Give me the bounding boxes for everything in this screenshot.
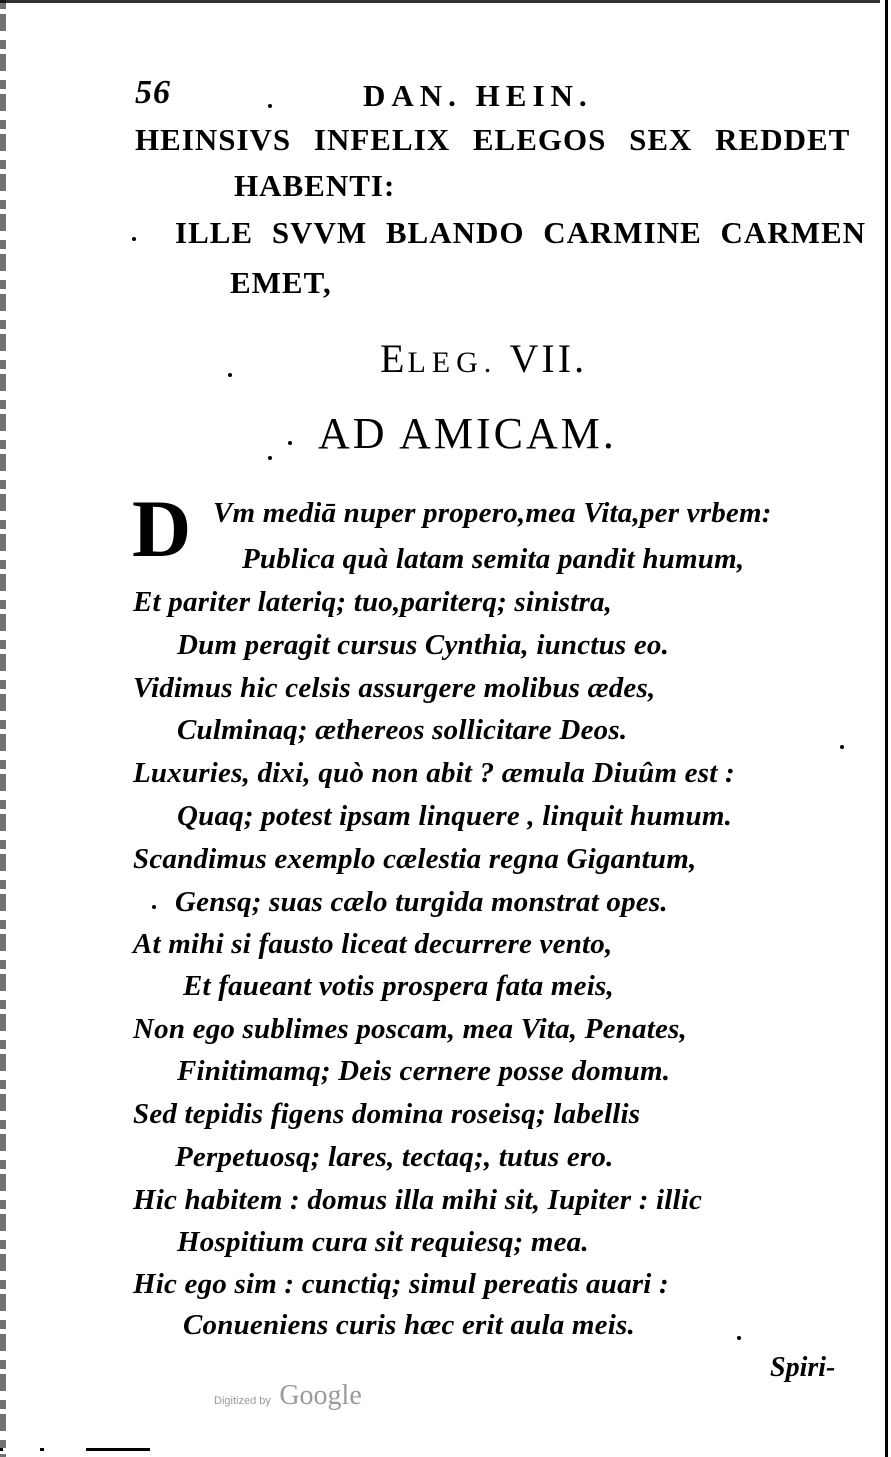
ink-speck <box>288 441 292 445</box>
verse-line: Hospitium cura sit requiesq; mea. <box>177 1226 589 1258</box>
verse-line: Publica quà latam semita pandit humum, <box>242 543 745 575</box>
verse-line: Gensq; suas cælo turgida monstrat opes. <box>175 886 668 918</box>
verse-line: Vidimus hic celsis assurgere molibus ædes, <box>133 672 656 704</box>
verse-line: At mihi si fausto liceat decurrere vento, <box>133 928 613 960</box>
epigraph-line-1: HEINSIVS INFELIX ELEGOS SEX REDDET <box>135 122 851 157</box>
catchword: Spiri- <box>770 1352 836 1383</box>
ink-speck <box>132 237 136 241</box>
verse-line: Conueniens curis hæc erit aula meis. <box>183 1309 635 1341</box>
verse-line: Scandimus exemplo cælestia regna Gigantum, <box>133 843 697 875</box>
verse-line: Culminaq; æthereos sollicitare Deos. <box>177 714 628 746</box>
verse-line: Hic ego sim : cunctiq; simul pereatis auari : <box>133 1268 669 1300</box>
top-edge <box>0 0 880 3</box>
ink-speck <box>268 104 272 108</box>
elegy-label-initial: E <box>380 336 408 381</box>
left-page-edge <box>0 0 6 1457</box>
verse-line: Non ego sublimes poscam, mea Vita, Penates, <box>133 1013 687 1045</box>
ink-speck <box>228 373 232 377</box>
verse-line: Vm mediā nuper propero,mea Vita,per vrbem: <box>213 497 772 529</box>
elegy-roman-numeral: VII. <box>509 336 588 381</box>
ink-speck <box>152 905 156 909</box>
verse-line: Sed tepidis figens domina roseisq; labellis <box>133 1098 641 1130</box>
epigraph-line-3: ILLE SVVM BLANDO CARMINE CARMEN <box>175 215 867 250</box>
digitization-watermark <box>214 1380 362 1412</box>
verse-line: Dum peragit cursus Cynthia, iunctus eo. <box>177 629 670 661</box>
verse-line: Et faueant votis prospera fata meis, <box>183 970 614 1002</box>
verse-line: Luxuries, dixi, quò non abit ? æmula Diuûm est : <box>133 757 735 789</box>
poem-heading: AD AMICAM. <box>318 409 617 458</box>
page-number: 56 <box>135 74 171 111</box>
watermark-prefix: Digitized by <box>214 1395 271 1407</box>
elegy-number-title <box>380 335 587 382</box>
verse-line: Hic habitem : domus illa mihi sit, Iupiter : illic <box>133 1184 703 1216</box>
verse-line: Quaq; potest ipsam linquere , linquit humum. <box>177 800 733 832</box>
drop-cap: D <box>132 483 192 574</box>
ink-speck <box>268 456 272 460</box>
elegy-label-rest: LEG. <box>407 346 498 379</box>
verse-line: Et pariter lateriq; tuo,pariterq; sinistra, <box>133 586 613 618</box>
epigraph-line-2: HABENTI: <box>234 168 396 203</box>
page-header <box>135 74 850 124</box>
bottom-edge-marks <box>0 1448 150 1451</box>
google-logo: Google <box>279 1380 362 1411</box>
epigraph-line-4: EMET, <box>230 265 332 300</box>
right-page-edge <box>881 0 891 1457</box>
running-head: DAN. HEIN. <box>363 78 593 113</box>
ink-speck <box>737 1336 741 1340</box>
ink-speck <box>840 745 844 749</box>
verse-line: Finitimamq; Deis cernere posse domum. <box>177 1055 671 1087</box>
verse-line: Perpetuosq; lares, tectaq;, tutus ero. <box>175 1141 614 1173</box>
